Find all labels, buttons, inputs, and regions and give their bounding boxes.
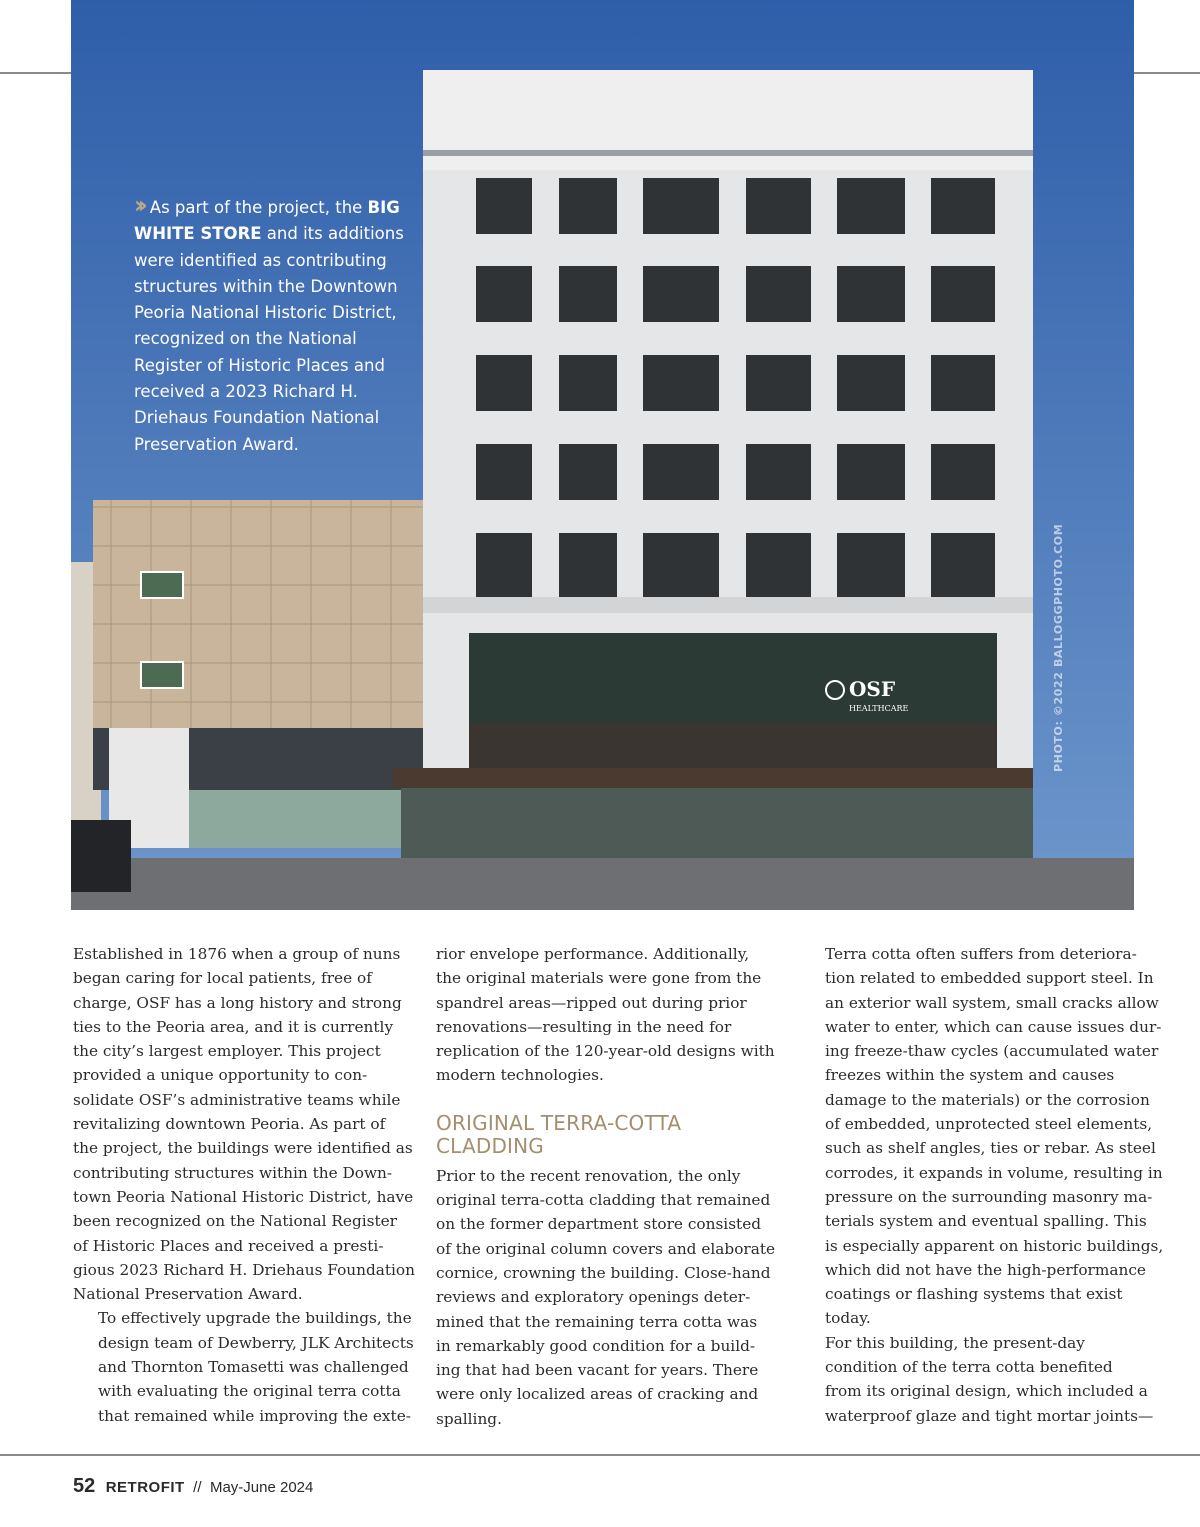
text-line: original terra-cotta cladding that remained [436,1191,771,1210]
text-line: coatings or flashing systems that exist [825,1285,1123,1304]
article-column-2 [436,942,776,1431]
text-line: corrodes, it expands in volume, resulting in [825,1163,1163,1182]
col1-paragraph-1 [73,942,413,1306]
text-line: mined that the remaining terra cotta was [436,1312,758,1331]
col3-paragraph-1 [800,942,1164,1331]
text-line: on the former department store consisted [436,1215,762,1234]
text-line: is especially apparent on historic buildings, [825,1236,1164,1255]
text-line: from its original design, which included a [825,1382,1148,1401]
text-line: CLADDING [436,1133,545,1158]
col1-paragraph-2 [73,1306,413,1427]
text-line: ties to the Peoria area, and it is currently [73,1017,394,1036]
page-number: 52 [73,1475,96,1497]
text-line: of the original column covers and elaborate [436,1239,776,1258]
text-line: of embedded, unprotected steel elements, [825,1115,1153,1134]
text-line: began caring for local patients, free of [73,969,372,988]
article-column-3 [800,942,1164,1428]
text-line: ORIGINAL TERRA-COTTA [436,1110,682,1135]
pull-quote-rest: and its additions were identified as contributing structures within the Downtown Peoria National Historic District, recognized on the National Register of Historic Places and received a 2023 Richard H. Driehaus Foundation National Preservation Award. [134,224,404,454]
text-line: ing that had been vacant for years. There [436,1361,759,1380]
text-line: reviews and exploratory openings deter- [436,1288,751,1307]
text-line: spalling. [436,1409,502,1428]
issue-date: May-June 2024 [209,1479,314,1496]
text-line: ing freeze-thaw cycles (accumulated water [825,1042,1159,1061]
text-line: Prior to the recent renovation, the only [436,1166,741,1185]
text-line: solidate OSF’s administrative teams while [73,1090,401,1109]
text-line: damage to the materials) or the corrosion [825,1090,1150,1109]
text-line: waterproof glaze and tight mortar joints— [825,1406,1154,1425]
col2-paragraph-2 [436,1164,776,1431]
text-line: water to enter, which can cause issues dur- [825,1017,1162,1036]
text-line: the original materials were gone from the [436,969,762,988]
text-line: pressure on the surrounding masonry ma- [825,1187,1153,1206]
text-line: contributing structures within the Down- [73,1163,393,1182]
text-line: Established in 1876 when a group of nuns [73,945,401,963]
pull-quote-bold: BIG WHITE STORE [134,198,400,244]
pull-quote [134,192,424,458]
text-line: and Thornton Tomasetti was challenged [98,1358,409,1377]
sign-main-text: OSF [849,677,896,701]
text-line: terials system and eventual spalling. This [825,1212,1147,1231]
text-line: such as shelf angles, ties or rebar. As steel [825,1139,1156,1158]
text-line: tion related to embedded support steel. In [825,969,1154,988]
col3-paragraph-2 [800,1331,1154,1428]
section-heading [436,1112,776,1158]
text-line: an exterior wall system, small cracks allow [825,993,1159,1012]
footer-separator: // [193,1479,202,1496]
text-line: National Preservation Award. [73,1285,303,1304]
text-line: For this building, the present-day [825,1333,1085,1352]
text-line: of Historic Places and received a presti- [73,1236,384,1255]
text-line: design team of Dewberry, JLK Architects [98,1333,414,1352]
text-line: modern technologies. [436,1066,604,1085]
page-footer [73,1475,313,1498]
top-rule-right [1134,72,1200,74]
text-line: in remarkably good condition for a build- [436,1336,756,1355]
text-line: spandrel areas—ripped out during prior [436,993,747,1012]
text-line: were only localized areas of cracking and [436,1385,759,1404]
text-line: provided a unique opportunity to con- [73,1066,368,1085]
text-line: the city’s largest employer. This project [73,1042,381,1061]
text-line: replication of the 120-year-old designs with [436,1042,775,1061]
text-line: which did not have the high-performance [825,1260,1146,1279]
text-line: freezes within the system and causes [825,1066,1115,1085]
text-line: today. [825,1309,871,1328]
text-line: the project, the buildings were identified as [73,1139,413,1158]
quote-chevron-icon: ›› [134,191,142,219]
text-line: condition of the terra cotta benefited [825,1358,1113,1377]
text-line: with evaluating the original terra cotta [98,1382,401,1401]
text-line: charge, OSF has a long history and strong [73,993,402,1012]
text-line: rior envelope performance. Additionally, [436,945,750,963]
sign-sub-text: HEALTHCARE [849,704,909,713]
text-line: that remained while improving the exte- [98,1406,411,1425]
text-line: Terra cotta often suffers from deteriora- [825,945,1137,963]
text-line: cornice, crowning the building. Close-hand [436,1263,771,1282]
text-line: town Peoria National Historic District, have [73,1187,414,1206]
text-line: revitalizing downtown Peoria. As part of [73,1115,386,1134]
text-line: To effectively upgrade the buildings, the [98,1309,412,1328]
pull-quote-lead: As part of the project, the [149,198,368,217]
top-rule-left [0,72,72,74]
text-line: renovations—resulting in the need for [436,1017,732,1036]
magazine-name: RETROFIT [105,1479,185,1496]
article-column-1 [73,942,413,1428]
photo-credit: PHOTO: ©2022 BALLOGGPHOTO.COM [1052,523,1065,772]
text-line: gious 2023 Richard H. Driehaus Foundation [73,1260,415,1279]
footer-rule [0,1454,1200,1456]
text-line: been recognized on the National Register [73,1212,397,1231]
col2-paragraph-1 [436,942,776,1088]
